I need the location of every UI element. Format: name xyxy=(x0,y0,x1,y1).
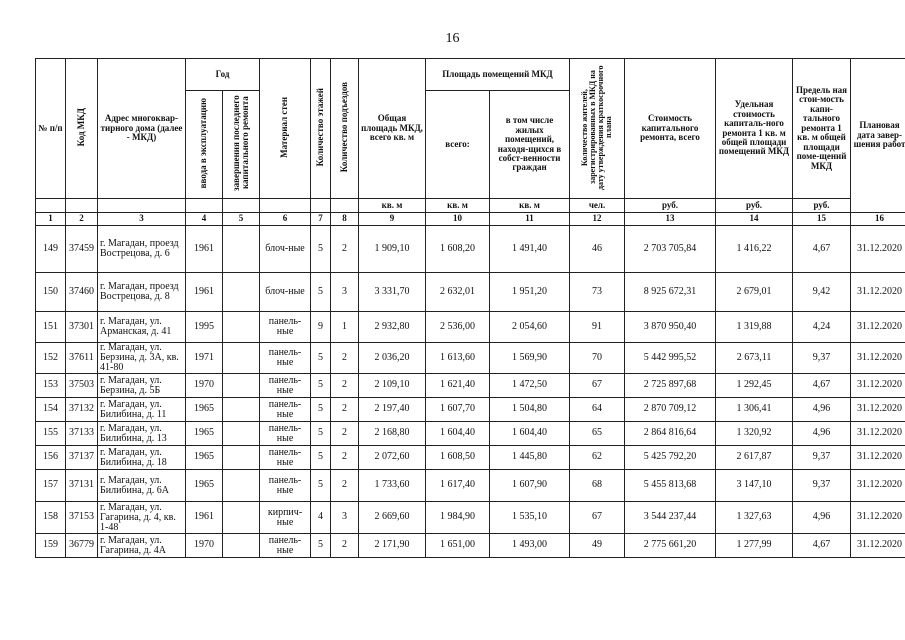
row-unit-cost: 1 306,41 xyxy=(716,398,793,422)
row-planned-date: 31.12.2020 xyxy=(851,226,905,273)
row-year-built: 1961 xyxy=(186,226,223,273)
header-floors xyxy=(311,59,331,199)
row-planned-date: 31.12.2020 xyxy=(851,273,905,312)
row-max-cost: 4,96 xyxy=(793,502,851,534)
row-cost: 5 442 995,52 xyxy=(625,343,716,374)
row-year-repair xyxy=(223,398,260,422)
row-premises-total: 1 604,40 xyxy=(426,422,490,446)
row-premises-total: 1 607,70 xyxy=(426,398,490,422)
column-number: 15 xyxy=(793,213,851,226)
row-year-repair xyxy=(223,343,260,374)
header-code xyxy=(66,59,98,199)
row-planned-date: 31.12.2020 xyxy=(851,502,905,534)
row-address: г. Магадан, ул. Билибина, д. 18 xyxy=(98,446,186,470)
unit-empty xyxy=(331,199,359,213)
header-year-group: Год xyxy=(186,59,260,91)
row-walls: панель-ные xyxy=(260,422,311,446)
header-planned-date: Плановая дата завер-шения работ xyxy=(851,59,905,213)
row-residents: 73 xyxy=(570,273,625,312)
column-number: 4 xyxy=(186,213,223,226)
column-number: 5 xyxy=(223,213,260,226)
row-year-repair xyxy=(223,534,260,558)
row-code: 37503 xyxy=(66,374,98,398)
row-planned-date: 31.12.2020 xyxy=(851,422,905,446)
row-planned-date: 31.12.2020 xyxy=(851,374,905,398)
row-cost: 3 870 950,40 xyxy=(625,312,716,343)
table-row xyxy=(36,312,905,343)
row-num: 156 xyxy=(36,446,66,470)
row-premises-total: 1 984,90 xyxy=(426,502,490,534)
column-number: 2 xyxy=(66,213,98,226)
row-total-area: 2 109,10 xyxy=(359,374,426,398)
row-year-built: 1995 xyxy=(186,312,223,343)
row-residents: 91 xyxy=(570,312,625,343)
row-floors: 5 xyxy=(311,422,331,446)
row-year-repair xyxy=(223,273,260,312)
row-floors: 5 xyxy=(311,273,331,312)
row-code: 37153 xyxy=(66,502,98,534)
row-num: 157 xyxy=(36,470,66,502)
column-number: 16 xyxy=(851,213,905,226)
row-code: 37131 xyxy=(66,470,98,502)
row-residents: 65 xyxy=(570,422,625,446)
column-number: 10 xyxy=(426,213,490,226)
row-residents: 49 xyxy=(570,534,625,558)
row-year-built: 1970 xyxy=(186,534,223,558)
column-number: 6 xyxy=(260,213,311,226)
row-entrances: 2 xyxy=(331,534,359,558)
row-unit-cost: 1 416,22 xyxy=(716,226,793,273)
row-address: г. Магадан, ул. Берзина, д. 5Б xyxy=(98,374,186,398)
row-address: г. Магадан, ул. Гагарина, д. 4, кв. 1-48 xyxy=(98,502,186,534)
row-address: г. Магадан, ул. Гагарина, д. 4А xyxy=(98,534,186,558)
row-walls: панель-ные xyxy=(260,312,311,343)
repair-plan-table xyxy=(35,58,905,558)
header-max-cost: Предель ная стои-мость капи-тального ремонта 1 кв. м общей площади поме-щений МКД xyxy=(793,59,851,199)
row-floors: 5 xyxy=(311,374,331,398)
row-premises-total: 1 608,50 xyxy=(426,446,490,470)
row-code: 36779 xyxy=(66,534,98,558)
header-total-area: Общая площадь МКД, всего кв. м xyxy=(359,59,426,199)
row-num: 155 xyxy=(36,422,66,446)
header-year-repair xyxy=(223,91,260,199)
row-premises-residential: 1 445,80 xyxy=(490,446,570,470)
row-planned-date: 31.12.2020 xyxy=(851,312,905,343)
column-number: 8 xyxy=(331,213,359,226)
row-address: г. Магадан, ул. Берзина, д. 3А, кв. 41-80 xyxy=(98,343,186,374)
row-floors: 5 xyxy=(311,398,331,422)
row-entrances: 2 xyxy=(331,343,359,374)
row-unit-cost: 1 292,45 xyxy=(716,374,793,398)
row-residents: 62 xyxy=(570,446,625,470)
row-entrances: 1 xyxy=(331,312,359,343)
row-num: 149 xyxy=(36,226,66,273)
row-premises-residential: 1 472,50 xyxy=(490,374,570,398)
row-total-area: 2 197,40 xyxy=(359,398,426,422)
row-max-cost: 9,37 xyxy=(793,446,851,470)
row-total-area: 3 331,70 xyxy=(359,273,426,312)
unit-empty xyxy=(260,199,311,213)
row-code: 37460 xyxy=(66,273,98,312)
row-year-built: 1970 xyxy=(186,374,223,398)
row-residents: 70 xyxy=(570,343,625,374)
row-year-repair xyxy=(223,374,260,398)
unit-empty xyxy=(36,199,66,213)
row-max-cost: 9,42 xyxy=(793,273,851,312)
row-entrances: 2 xyxy=(331,422,359,446)
header-residents-label: Количество жителей, зарегистрированных в МКД на дату утверждения краткосрочного плана xyxy=(580,65,614,190)
unit-premises-residential: кв. м xyxy=(490,199,570,213)
header-walls xyxy=(260,59,311,199)
row-code: 37133 xyxy=(66,422,98,446)
row-cost: 2 864 816,64 xyxy=(625,422,716,446)
header-entrances xyxy=(331,59,359,199)
row-address: г. Магадан, проезд Вострецова, д. 6 xyxy=(98,226,186,273)
row-address: г. Магадан, ул. Билибина, д. 11 xyxy=(98,398,186,422)
row-walls: панель-ные xyxy=(260,446,311,470)
row-premises-total: 2 632,01 xyxy=(426,273,490,312)
unit-empty xyxy=(311,199,331,213)
row-cost: 8 925 672,31 xyxy=(625,273,716,312)
header-premises-group: Площадь помещений МКД xyxy=(426,59,570,91)
row-residents: 67 xyxy=(570,502,625,534)
row-walls: панель-ные xyxy=(260,343,311,374)
row-cost: 2 775 661,20 xyxy=(625,534,716,558)
column-number: 3 xyxy=(98,213,186,226)
row-num: 158 xyxy=(36,502,66,534)
row-premises-residential: 2 054,60 xyxy=(490,312,570,343)
row-premises-total: 1 613,60 xyxy=(426,343,490,374)
row-premises-total: 2 536,00 xyxy=(426,312,490,343)
row-code: 37137 xyxy=(66,446,98,470)
row-unit-cost: 2 679,01 xyxy=(716,273,793,312)
row-year-built: 1965 xyxy=(186,398,223,422)
unit-cost: руб. xyxy=(625,199,716,213)
row-unit-cost: 1 327,63 xyxy=(716,502,793,534)
row-premises-residential: 1 493,00 xyxy=(490,534,570,558)
row-walls: панель-ные xyxy=(260,398,311,422)
column-number: 12 xyxy=(570,213,625,226)
row-entrances: 3 xyxy=(331,273,359,312)
row-num: 153 xyxy=(36,374,66,398)
row-total-area: 2 171,90 xyxy=(359,534,426,558)
row-max-cost: 4,96 xyxy=(793,398,851,422)
row-year-built: 1965 xyxy=(186,422,223,446)
row-floors: 5 xyxy=(311,446,331,470)
header-code-label: Код МКД xyxy=(75,108,86,147)
unit-premises-total: кв. м xyxy=(426,199,490,213)
row-walls: блоч-ные xyxy=(260,226,311,273)
column-number: 9 xyxy=(359,213,426,226)
row-premises-residential: 1 607,90 xyxy=(490,470,570,502)
row-total-area: 2 072,60 xyxy=(359,446,426,470)
row-walls: блоч-ные xyxy=(260,273,311,312)
row-total-area: 2 669,60 xyxy=(359,502,426,534)
header-address: Адрес многоквар-тирного дома (далее - МКД) xyxy=(98,59,186,199)
row-residents: 68 xyxy=(570,470,625,502)
table-row xyxy=(36,226,905,273)
row-total-area: 2 932,80 xyxy=(359,312,426,343)
column-number: 13 xyxy=(625,213,716,226)
row-year-repair xyxy=(223,446,260,470)
row-premises-residential: 1 569,90 xyxy=(490,343,570,374)
row-planned-date: 31.12.2020 xyxy=(851,470,905,502)
row-num: 152 xyxy=(36,343,66,374)
header-entrances-label: Количество подъездов xyxy=(338,82,349,173)
row-year-repair xyxy=(223,312,260,343)
row-year-repair xyxy=(223,226,260,273)
row-num: 151 xyxy=(36,312,66,343)
table-row xyxy=(36,502,905,534)
header-premises-residential: в том числе жилых помещений, находя-щихся в собст-венности граждан xyxy=(490,91,570,199)
table-row xyxy=(36,446,905,470)
unit-max-cost: руб. xyxy=(793,199,851,213)
row-premises-residential: 1 491,40 xyxy=(490,226,570,273)
unit-empty xyxy=(98,199,186,213)
row-entrances: 2 xyxy=(331,446,359,470)
row-cost: 2 703 705,84 xyxy=(625,226,716,273)
row-planned-date: 31.12.2020 xyxy=(851,534,905,558)
header-unit-cost: Удельная стоимость капиталь-ного ремонта 1 кв. м общей площади помещений МКД xyxy=(716,59,793,199)
row-year-built: 1961 xyxy=(186,273,223,312)
table-row xyxy=(36,398,905,422)
row-code: 37459 xyxy=(66,226,98,273)
row-num: 154 xyxy=(36,398,66,422)
unit-unit-cost: руб. xyxy=(716,199,793,213)
row-residents: 64 xyxy=(570,398,625,422)
row-year-built: 1965 xyxy=(186,470,223,502)
table-row xyxy=(36,534,905,558)
column-number: 1 xyxy=(36,213,66,226)
header-residents xyxy=(570,59,625,199)
row-walls: панель-ные xyxy=(260,470,311,502)
header-floors-label: Количество этажей xyxy=(314,88,325,167)
row-max-cost: 4,67 xyxy=(793,226,851,273)
row-walls: кирпич-ные xyxy=(260,502,311,534)
row-address: г. Магадан, ул. Билибина, д. 6А xyxy=(98,470,186,502)
row-year-built: 1961 xyxy=(186,502,223,534)
header-year-repair-label: завершения последнего капитального ремонта xyxy=(231,95,250,192)
row-year-repair xyxy=(223,502,260,534)
row-cost: 3 544 237,44 xyxy=(625,502,716,534)
row-address: г. Магадан, проезд Вострецова, д. 8 xyxy=(98,273,186,312)
table-row xyxy=(36,470,905,502)
header-year-built-label: ввода в эксплуатацию xyxy=(198,98,209,189)
row-walls: панель-ные xyxy=(260,534,311,558)
row-unit-cost: 2 617,87 xyxy=(716,446,793,470)
row-total-area: 1 909,10 xyxy=(359,226,426,273)
header-cost: Стоимость капитального ремонта, всего xyxy=(625,59,716,199)
row-cost: 2 725 897,68 xyxy=(625,374,716,398)
row-floors: 5 xyxy=(311,470,331,502)
row-planned-date: 31.12.2020 xyxy=(851,398,905,422)
row-residents: 46 xyxy=(570,226,625,273)
row-year-repair xyxy=(223,470,260,502)
row-cost: 5 425 792,20 xyxy=(625,446,716,470)
row-premises-total: 1 621,40 xyxy=(426,374,490,398)
row-premises-residential: 1 604,40 xyxy=(490,422,570,446)
row-planned-date: 31.12.2020 xyxy=(851,446,905,470)
row-unit-cost: 1 319,88 xyxy=(716,312,793,343)
row-year-built: 1971 xyxy=(186,343,223,374)
row-max-cost: 9,37 xyxy=(793,343,851,374)
row-floors: 4 xyxy=(311,502,331,534)
row-premises-total: 1 617,40 xyxy=(426,470,490,502)
row-floors: 5 xyxy=(311,534,331,558)
unit-empty xyxy=(186,199,223,213)
header-walls-label: Материал стен xyxy=(279,96,290,158)
row-entrances: 2 xyxy=(331,374,359,398)
row-address: г. Магадан, ул. Арманская, д. 41 xyxy=(98,312,186,343)
row-code: 37132 xyxy=(66,398,98,422)
row-address: г. Магадан, ул. Билибина, д. 13 xyxy=(98,422,186,446)
header-year-built xyxy=(186,91,223,199)
row-max-cost: 4,24 xyxy=(793,312,851,343)
row-unit-cost: 1 277,99 xyxy=(716,534,793,558)
row-num: 159 xyxy=(36,534,66,558)
row-walls: панель-ные xyxy=(260,374,311,398)
header-num: № п/п xyxy=(36,59,66,199)
row-total-area: 2 168,80 xyxy=(359,422,426,446)
page-number: 16 xyxy=(445,31,460,46)
row-premises-total: 1 651,00 xyxy=(426,534,490,558)
row-year-repair xyxy=(223,422,260,446)
row-cost: 5 455 813,68 xyxy=(625,470,716,502)
row-unit-cost: 1 320,92 xyxy=(716,422,793,446)
row-premises-residential: 1 504,80 xyxy=(490,398,570,422)
row-code: 37611 xyxy=(66,343,98,374)
column-number: 11 xyxy=(490,213,570,226)
row-floors: 5 xyxy=(311,343,331,374)
row-num: 150 xyxy=(36,273,66,312)
unit-empty xyxy=(66,199,98,213)
unit-empty xyxy=(223,199,260,213)
unit-residents: чел. xyxy=(570,199,625,213)
row-total-area: 2 036,20 xyxy=(359,343,426,374)
unit-total-area: кв. м xyxy=(359,199,426,213)
row-planned-date: 31.12.2020 xyxy=(851,343,905,374)
row-floors: 9 xyxy=(311,312,331,343)
row-total-area: 1 733,60 xyxy=(359,470,426,502)
row-premises-residential: 1 535,10 xyxy=(490,502,570,534)
row-premises-total: 1 608,20 xyxy=(426,226,490,273)
table-row xyxy=(36,343,905,374)
header-premises-total: всего: xyxy=(426,91,490,199)
row-max-cost: 4,67 xyxy=(793,374,851,398)
row-unit-cost: 2 673,11 xyxy=(716,343,793,374)
row-max-cost: 4,96 xyxy=(793,422,851,446)
table-row xyxy=(36,422,905,446)
table-row xyxy=(36,374,905,398)
table-row xyxy=(36,273,905,312)
row-max-cost: 4,67 xyxy=(793,534,851,558)
row-cost: 2 870 709,12 xyxy=(625,398,716,422)
column-number-row xyxy=(36,213,905,226)
column-number: 14 xyxy=(716,213,793,226)
column-number: 7 xyxy=(311,213,331,226)
row-max-cost: 9,37 xyxy=(793,470,851,502)
row-entrances: 2 xyxy=(331,470,359,502)
row-floors: 5 xyxy=(311,226,331,273)
row-premises-residential: 1 951,20 xyxy=(490,273,570,312)
row-entrances: 2 xyxy=(331,226,359,273)
row-entrances: 3 xyxy=(331,502,359,534)
row-residents: 67 xyxy=(570,374,625,398)
row-entrances: 2 xyxy=(331,398,359,422)
row-unit-cost: 3 147,10 xyxy=(716,470,793,502)
row-year-built: 1965 xyxy=(186,446,223,470)
row-code: 37301 xyxy=(66,312,98,343)
